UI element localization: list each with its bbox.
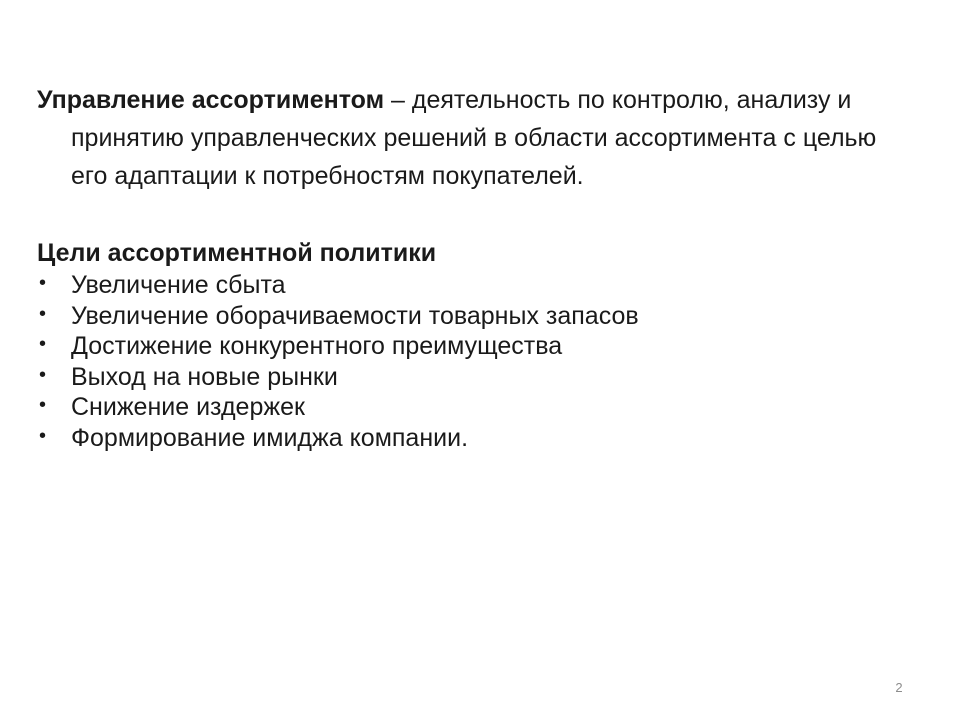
definition-text: – деятельность по контролю, анализу и принятию управленческих решений в области ассортимента с целью его адаптации к потребностям покупателей.: [71, 86, 877, 190]
list-item-text: Увеличение сбыта: [71, 271, 286, 299]
bullet-icon: •: [39, 363, 47, 386]
list-item: [37, 331, 867, 362]
list-item-text: Увеличение оборачиваемости товарных запасов: [71, 301, 639, 330]
definition-term: Управление ассортиментом: [37, 86, 385, 114]
goals-title: Цели ассортиментной политики: [37, 239, 437, 267]
page-number: 2: [895, 680, 903, 695]
bullet-icon: •: [39, 424, 47, 447]
bullet-icon: •: [39, 333, 47, 355]
list-item-text: Формирование имиджа компании.: [71, 423, 469, 452]
list-item: [37, 301, 867, 332]
goals-section: [37, 236, 867, 453]
list-item: [37, 362, 867, 393]
goals-list: [37, 270, 867, 453]
list-item-text: Снижение издержек: [71, 393, 305, 421]
list-item: [37, 270, 867, 301]
bullet-icon: •: [39, 272, 47, 294]
list-item: [37, 423, 867, 454]
list-item: [37, 392, 867, 423]
bullet-icon: •: [39, 394, 47, 416]
bullet-icon: •: [39, 302, 47, 325]
definition-paragraph: [37, 81, 901, 195]
list-item-text: Выход на новые рынки: [71, 362, 338, 391]
list-item-text: Достижение конкурентного преимущества: [71, 332, 563, 360]
